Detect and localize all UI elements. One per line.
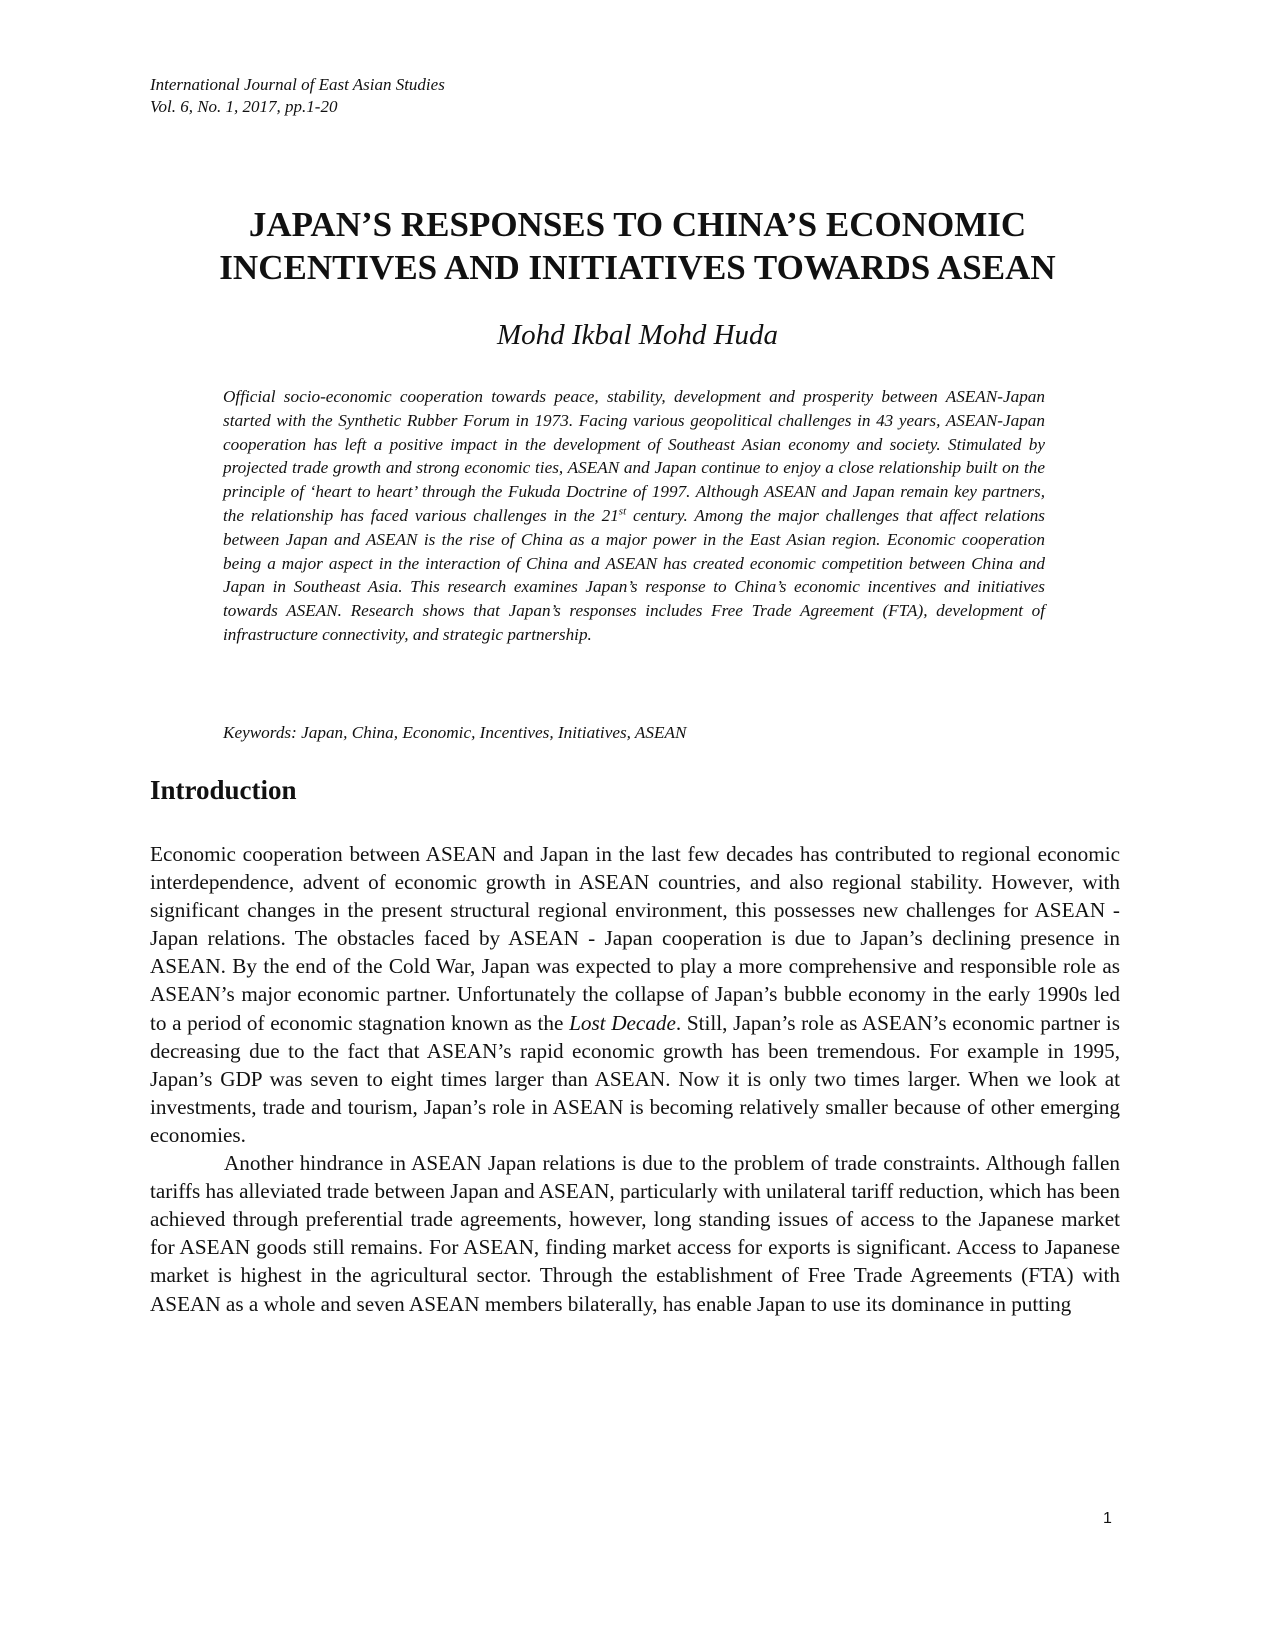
author-name: Mohd Ikbal Mohd Huda (496, 319, 779, 351)
paragraph-2: Another hindrance in ASEAN Japan relations is due to the problem of trade constraints. Although fallen tariffs has alleviated trade between Japan and ASEAN, particularly with unilateral tariff reduction, which has been achieved through preferential trade agreements, however, long standing issues of access to the Japanese market for ASEAN goods still remains. For ASEAN, finding market access for exports is significant. Access to Japanese market is highest in the agricultural sector. Through the establishment of Free Trade Agreements (FTA) with ASEAN as a whole and seven ASEAN members bilaterally, has enable Japan to use its dominance in putting (150, 1151, 1120, 1316)
introduction-body (150, 840, 1120, 1318)
paragraph-1-text-a: Economic cooperation between ASEAN and Japan in the last few decades has contributed to regional economic interdependence, advent of economic growth in ASEAN countries, and also regional stability. However, with significant changes in the present structural regional environment, this possesses new challenges for ASEAN - Japan relations. The obstacles faced by ASEAN - Japan cooperation is due to Japan’s declining presence in ASEAN. By the end of the Cold War, Japan was expected to play a more comprehensive and responsible role as ASEAN’s major economic partner. Unfortunately the collapse of Japan’s bubble economy in the early 1990s led to a period of economic stagnation known as the (150, 842, 1120, 1035)
abstract (223, 385, 1045, 647)
abstract-text-1: Official socio-economic cooperation towards peace, stability, development and prosperity between ASEAN-Japan started with the Synthetic Rubber Forum in 1973. Facing various geopolitical challenges in 43 years, ASEAN-Japan cooperation has left a positive impact in the development of Southeast Asian economy and society. Stimulated by projected trade growth and strong economic ties, ASEAN and Japan continue to enjoy a close relationship built on the principle of ‘heart to heart’ through the Fukuda Doctrine of 1997. Although ASEAN and Japan remain key partners, the relationship has faced various challenges in the 21 (223, 387, 1045, 525)
title-line-2: INCENTIVES AND INITIATIVES TOWARDS ASEAN (219, 248, 1056, 287)
journal-header (150, 74, 445, 118)
paper-title (0, 203, 1275, 289)
abstract-text-2: century. Among the major challenges that affect relations between Japan and ASEAN is the rise of China as a major power in the East Asian region. Economic cooperation being a major aspect in the interaction of China and ASEAN has created economic competition between China and Japan in Southeast Asia. This research examines Japan’s response to China’s economic incentives and initiatives towards ASEAN. Research shows that Japan’s responses includes Free Trade Agreement (FTA), development of infrastructure connectivity, and strategic partnership. (223, 505, 1045, 644)
lost-decade-term: Lost Decade (569, 1010, 676, 1035)
page-number: 1 (1103, 1510, 1112, 1527)
keywords: Keywords: Japan, China, Economic, Incentives, Initiatives, ASEAN (223, 723, 687, 742)
journal-volume: Vol. 6, No. 1, 2017, pp.1-20 (150, 97, 338, 116)
title-line-1: JAPAN’S RESPONSES TO CHINA’S ECONOMIC (248, 205, 1027, 244)
paragraph-1-text-b: . Still, Japan’s role as ASEAN’s economic partner is decreasing due to the fact that ASEAN’s rapid economic growth has been tremendous. For example in 1995, Japan’s GDP was seven to eight times larger than ASEAN. Now it is only two times larger. When we look at investments, trade and tourism, Japan’s role in ASEAN is becoming relatively smaller because of other emerging economies. (150, 1010, 1120, 1147)
abstract-superscript: st (618, 505, 627, 518)
journal-name: International Journal of East Asian Studies (150, 75, 445, 94)
section-heading-introduction: Introduction (150, 775, 297, 805)
paragraph-1 (150, 840, 1120, 1149)
